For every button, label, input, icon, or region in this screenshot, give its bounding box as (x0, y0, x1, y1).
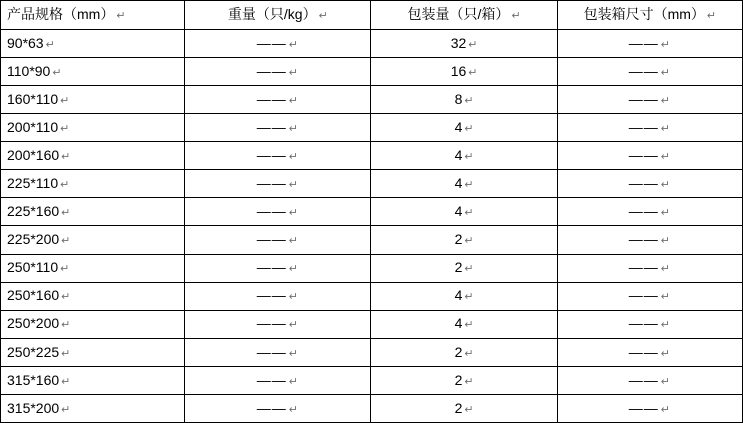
paragraph-mark-icon: ↵ (464, 375, 474, 388)
cell-weight (185, 254, 371, 282)
paragraph-mark-icon: ↵ (61, 207, 71, 220)
paragraph-mark-icon: ↵ (60, 94, 70, 107)
paragraph-mark-icon: ↵ (288, 207, 299, 220)
cell-package-quantity-label: 2 (454, 343, 463, 360)
cell-box-size (557, 310, 742, 338)
cell-weight-label: —— (256, 231, 287, 248)
cell-weight (185, 86, 371, 114)
table-row (1, 310, 743, 338)
cell-weight-label: —— (256, 203, 287, 220)
paragraph-mark-icon: ↵ (61, 403, 71, 416)
paragraph-mark-icon: ↵ (660, 207, 671, 220)
cell-product-spec (1, 254, 185, 282)
cell-weight (185, 142, 371, 170)
cell-product-spec-label: 315*200 (7, 399, 60, 416)
table-row (1, 366, 743, 394)
paragraph-mark-icon: ↵ (660, 403, 671, 416)
cell-weight-label: —— (256, 119, 287, 136)
paragraph-mark-icon: ↵ (60, 179, 70, 192)
cell-package-quantity (371, 142, 557, 170)
paragraph-mark-icon: ↵ (288, 235, 299, 248)
paragraph-mark-icon: ↵ (288, 263, 299, 276)
cell-package-quantity-label: 4 (454, 147, 463, 164)
table-row (1, 114, 743, 142)
cell-box-size-label: —— (628, 315, 659, 332)
cell-weight-label: —— (256, 62, 287, 79)
cell-product-spec (1, 394, 185, 422)
cell-product-spec-label: 315*160 (7, 371, 60, 388)
cell-product-spec-label: 90*63 (7, 34, 44, 51)
paragraph-mark-icon: ↵ (706, 10, 717, 23)
paragraph-mark-icon: ↵ (288, 66, 299, 79)
cell-weight (185, 366, 371, 394)
cell-product-spec-label: 160*110 (7, 90, 59, 107)
table-row (1, 198, 743, 226)
cell-product-spec (1, 198, 185, 226)
cell-weight (185, 226, 371, 254)
paragraph-mark-icon: ↵ (288, 179, 299, 192)
cell-product-spec (1, 58, 185, 86)
table-row (1, 30, 743, 58)
paragraph-mark-icon: ↵ (468, 66, 478, 79)
cell-package-quantity-label: 2 (454, 399, 463, 416)
column-header-weight-label: 重量（只/kg） (227, 6, 317, 23)
cell-weight-label: —— (256, 175, 287, 192)
cell-box-size-label: —— (628, 343, 659, 360)
paragraph-mark-icon: ↵ (61, 319, 71, 332)
cell-package-quantity (371, 58, 557, 86)
cell-package-quantity-label: 2 (454, 259, 463, 276)
paragraph-mark-icon: ↵ (511, 10, 521, 23)
cell-package-quantity (371, 282, 557, 310)
cell-weight-label: —— (256, 343, 287, 360)
table-row (1, 338, 743, 366)
paragraph-mark-icon: ↵ (464, 123, 474, 136)
paragraph-mark-icon: ↵ (464, 207, 474, 220)
table-row (1, 86, 743, 114)
paragraph-mark-icon: ↵ (288, 38, 299, 51)
cell-product-spec (1, 142, 185, 170)
cell-box-size-label: —— (628, 119, 659, 136)
paragraph-mark-icon: ↵ (464, 94, 474, 107)
cell-package-quantity (371, 366, 557, 394)
cell-weight (185, 170, 371, 198)
table-row (1, 226, 743, 254)
table-header (1, 1, 743, 30)
paragraph-mark-icon: ↵ (45, 38, 55, 51)
cell-box-size (557, 366, 742, 394)
cell-package-quantity (371, 30, 557, 58)
cell-box-size-label: —— (628, 287, 659, 304)
cell-product-spec-label: 250*110 (7, 259, 59, 276)
cell-package-quantity-label: 16 (450, 62, 467, 79)
cell-weight (185, 310, 371, 338)
paragraph-mark-icon: ↵ (660, 38, 671, 51)
cell-package-quantity (371, 394, 557, 422)
cell-box-size (557, 114, 742, 142)
cell-box-size-label: —— (628, 399, 659, 416)
cell-weight-label: —— (256, 34, 287, 51)
cell-weight-label: —— (256, 399, 287, 416)
paragraph-mark-icon: ↵ (464, 235, 474, 248)
column-header-box-size (557, 1, 742, 30)
cell-box-size-label: —— (628, 231, 659, 248)
paragraph-mark-icon: ↵ (61, 347, 71, 360)
cell-box-size-label: —— (628, 90, 659, 107)
paragraph-mark-icon: ↵ (318, 10, 328, 23)
paragraph-mark-icon: ↵ (288, 123, 299, 136)
cell-box-size-label: —— (628, 371, 659, 388)
cell-package-quantity (371, 198, 557, 226)
paragraph-mark-icon: ↵ (464, 291, 474, 304)
cell-weight-label: —— (256, 315, 287, 332)
cell-product-spec (1, 338, 185, 366)
cell-package-quantity (371, 170, 557, 198)
paragraph-mark-icon: ↵ (464, 151, 474, 164)
cell-box-size (557, 58, 742, 86)
cell-product-spec-label: 250*225 (7, 343, 60, 360)
cell-package-quantity-label: 2 (454, 231, 463, 248)
column-header-box-size-label: 包装箱尺寸（mm） (583, 6, 705, 23)
paragraph-mark-icon: ↵ (288, 151, 299, 164)
paragraph-mark-icon: ↵ (61, 151, 71, 164)
paragraph-mark-icon: ↵ (288, 403, 299, 416)
cell-box-size-label: —— (628, 259, 659, 276)
cell-weight (185, 282, 371, 310)
paragraph-mark-icon: ↵ (52, 66, 62, 79)
cell-box-size (557, 198, 742, 226)
cell-package-quantity-label: 2 (454, 371, 463, 388)
cell-product-spec-label: 250*200 (7, 315, 60, 332)
table-row (1, 282, 743, 310)
cell-package-quantity-label: 32 (450, 34, 467, 51)
cell-weight (185, 58, 371, 86)
cell-box-size-label: —— (628, 34, 659, 51)
cell-weight-label: —— (256, 90, 287, 107)
paragraph-mark-icon: ↵ (288, 94, 299, 107)
paragraph-mark-icon: ↵ (61, 291, 71, 304)
cell-product-spec (1, 170, 185, 198)
cell-product-spec (1, 366, 185, 394)
cell-weight-label: —— (256, 147, 287, 164)
cell-product-spec-label: 225*160 (7, 203, 60, 220)
paragraph-mark-icon: ↵ (288, 319, 299, 332)
paragraph-mark-icon: ↵ (660, 66, 671, 79)
cell-product-spec-label: 110*90 (7, 62, 51, 79)
column-header-spec (1, 1, 185, 30)
cell-weight (185, 114, 371, 142)
paragraph-mark-icon: ↵ (61, 375, 71, 388)
cell-weight (185, 30, 371, 58)
table-row (1, 58, 743, 86)
cell-package-quantity (371, 338, 557, 366)
cell-box-size (557, 226, 742, 254)
cell-box-size (557, 394, 742, 422)
cell-weight-label: —— (256, 259, 287, 276)
cell-package-quantity (371, 226, 557, 254)
table-row (1, 142, 743, 170)
cell-product-spec-label: 225*200 (7, 231, 60, 248)
cell-product-spec (1, 226, 185, 254)
paragraph-mark-icon: ↵ (288, 375, 299, 388)
cell-product-spec (1, 282, 185, 310)
cell-product-spec (1, 114, 185, 142)
paragraph-mark-icon: ↵ (660, 151, 671, 164)
column-header-spec-label: 产品规格（mm） (7, 6, 115, 23)
cell-weight (185, 394, 371, 422)
cell-box-size (557, 86, 742, 114)
paragraph-mark-icon: ↵ (660, 291, 671, 304)
cell-weight (185, 198, 371, 226)
paragraph-mark-icon: ↵ (660, 123, 671, 136)
cell-box-size (557, 254, 742, 282)
cell-weight-label: —— (256, 287, 287, 304)
cell-box-size (557, 142, 742, 170)
paragraph-mark-icon: ↵ (60, 263, 70, 276)
paragraph-mark-icon: ↵ (660, 263, 671, 276)
paragraph-mark-icon: ↵ (61, 235, 71, 248)
cell-package-quantity-label: 4 (454, 315, 463, 332)
paragraph-mark-icon: ↵ (60, 123, 70, 136)
paragraph-mark-icon: ↵ (464, 403, 474, 416)
paragraph-mark-icon: ↵ (288, 347, 299, 360)
cell-package-quantity-label: 4 (454, 203, 463, 220)
cell-box-size-label: —— (628, 203, 659, 220)
cell-box-size-label: —— (628, 62, 659, 79)
cell-product-spec-label: 250*160 (7, 287, 60, 304)
cell-product-spec-label: 200*110 (7, 119, 59, 136)
cell-package-quantity-label: 8 (454, 90, 463, 107)
column-header-quantity (371, 1, 557, 30)
paragraph-mark-icon: ↵ (660, 179, 671, 192)
cell-package-quantity (371, 114, 557, 142)
paragraph-mark-icon: ↵ (288, 291, 299, 304)
column-header-quantity-label: 包装量（只/箱） (407, 6, 510, 23)
paragraph-mark-icon: ↵ (464, 319, 474, 332)
paragraph-mark-icon: ↵ (660, 94, 671, 107)
paragraph-mark-icon: ↵ (660, 375, 671, 388)
paragraph-mark-icon: ↵ (464, 347, 474, 360)
cell-box-size (557, 338, 742, 366)
cell-product-spec (1, 30, 185, 58)
table-header-row (1, 1, 743, 30)
cell-package-quantity (371, 310, 557, 338)
paragraph-mark-icon: ↵ (660, 235, 671, 248)
cell-package-quantity (371, 86, 557, 114)
paragraph-mark-icon: ↵ (468, 38, 478, 51)
table-row (1, 170, 743, 198)
table-row (1, 254, 743, 282)
cell-weight-label: —— (256, 371, 287, 388)
table-row (1, 394, 743, 422)
column-header-weight (185, 1, 371, 30)
cell-box-size-label: —— (628, 147, 659, 164)
paragraph-mark-icon: ↵ (464, 263, 474, 276)
paragraph-mark-icon: ↵ (464, 179, 474, 192)
cell-box-size (557, 30, 742, 58)
paragraph-mark-icon: ↵ (660, 347, 671, 360)
cell-weight (185, 338, 371, 366)
paragraph-mark-icon: ↵ (116, 10, 126, 23)
paragraph-mark-icon: ↵ (660, 319, 671, 332)
cell-box-size (557, 282, 742, 310)
cell-box-size (557, 170, 742, 198)
cell-product-spec-label: 200*160 (7, 147, 60, 164)
cell-package-quantity-label: 4 (454, 287, 463, 304)
cell-product-spec-label: 225*110 (7, 175, 59, 192)
table-body (1, 30, 743, 423)
cell-product-spec (1, 310, 185, 338)
cell-package-quantity (371, 254, 557, 282)
cell-product-spec (1, 86, 185, 114)
cell-box-size-label: —— (628, 175, 659, 192)
cell-package-quantity-label: 4 (454, 119, 463, 136)
cell-package-quantity-label: 4 (454, 175, 463, 192)
